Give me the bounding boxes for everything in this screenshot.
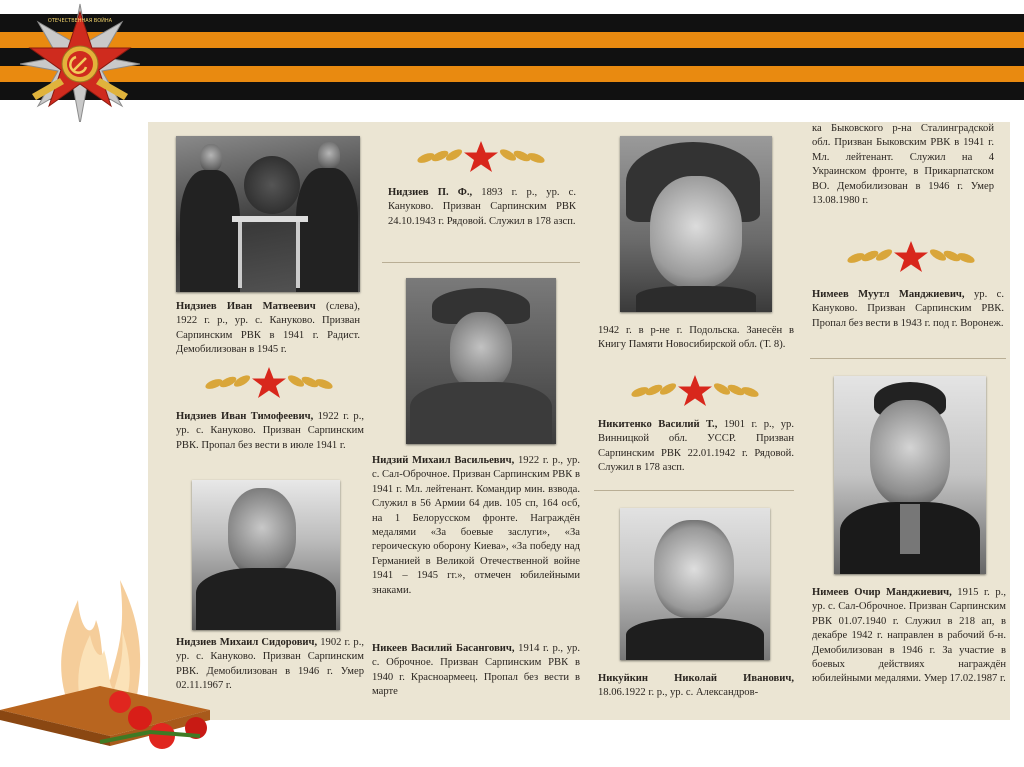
entry-nidziev-p-f: Нидзиев П. Ф., 1893 г. р., ур. с. Кануково. Призван Сарпинским РВК 24.10.1943 г. Рядовой. Служил в 178 азсп.	[388, 187, 576, 227]
star-laurel-divider-icon	[836, 240, 986, 274]
column-divider	[594, 490, 794, 491]
entry-nidziev-mikhail-sidorovich: Нидзиев Михаил Сидорович, 1902 г. р., ур. с. Кануково. Призван Сарпинским РВК. Демобилизован в 1946 г. Умер 02.11.1967 г.	[176, 637, 364, 692]
photo-nidziy-mikhail-vasilievich	[406, 278, 556, 444]
entry-nidziev-ivan-matveevich: Нидзиев Иван Матвеевич (слева), 1922 г. р., ур. с. Кануково. Призван Сарпинским РВК в 1941 г. Радист. Демобилизован в 1945 г.	[176, 301, 360, 356]
entry-nidziev-ivan-timofeevich: Нидзиев Иван Тимофеевич, 1922 г. р., ур. с. Кануково. Призван Сарпинским РВК. Пропал без вести в июле 1941 г.	[176, 411, 364, 451]
photo-nikuykin-nikolay-ivanovich	[620, 508, 770, 660]
svg-text:ОТЕЧЕСТВЕННАЯ ВОЙНА: ОТЕЧЕСТВЕННАЯ ВОЙНА	[47, 18, 113, 24]
star-laurel-divider-icon	[194, 366, 344, 400]
memorial-page	[148, 122, 1010, 720]
entry-nimeev-ochir-mandzhievich: Нимеев Очир Манджиевич, 1915 г. р., ур. с. Сал-Оброчное. Призван Сарпинским РВК 01.07.1940 г. Служил в 218 ап, в декабре 1942 г. направлен в рабочий б-н. Демобилизован в 1946 г. За участие в боевых действиях награждён юбилейными медалями. Умер 17.02.1987 г.	[812, 587, 1006, 685]
entry-nikuykin-continued: ка Быковского р-на Сталинградской обл. Призван Быковским РВК в 1941 г. Мл. лейтенант. Служил на 4 Украинском фронте, в Прикарпатском ВО. Демобилизован в 1946 г. Умер 13.08.1980 г.	[812, 123, 994, 207]
photo-nidziev-ivan-matveevich	[176, 136, 360, 292]
entry-nikeev-vasiliy-basangovich: Никеев Василий Басангович, 1914 г. р., ур. с. Оброчное. Призван Сарпинским РВК в 1940 г. Красноармеец. Пропал без вести в марте	[372, 643, 580, 698]
entry-nikeev-continued: 1942 г. в р-не г. Подольска. Занесён в Книгу Памяти Новосибирской обл. (Т. 8).	[598, 325, 794, 351]
entry-nikuykin-nikolay-ivanovich: Никуйкин Николай Иванович, 18.06.1922 г. р., ур. с. Александров-	[598, 673, 794, 699]
entry-nidziy-mikhail-vasilievich: Нидзий Михаил Васильевич, 1922 г. р., ур. с. Сал-Оброчное. Призван Сарпинским РВК в 1941 г. Мл. лейтенант. Командир мин. взвода. Служил в 56 Армии 64 див. 105 сп, 164 осб, на 1 Белорусском фронте. Награждён медалями «За боевые заслуги», «За героическую оборону Киева», «За победу над Германией в Великой Отечественной войне 1941 – 1945 гг.», отмечен юбилейными знаками.	[372, 455, 580, 596]
order-of-patriotic-war-icon	[20, 2, 140, 122]
entry-nikitenko-vasiliy-t: Никитенко Василий Т., 1901 г. р., ур. Винницкой обл. УССР. Призван Сарпинским РВК 22.01.1942 г. Рядовой. Служил в 178 азсп.	[598, 419, 794, 474]
eternal-flame-icon	[0, 560, 230, 767]
st-george-ribbon	[0, 14, 1024, 100]
entry-nimeev-muutl-mandzhievich: Нимеев Муутл Манджиевич, ур. с. Кануково. Призван Сарпинским РВК. Пропал без вести в 1943 г. под г. Воронеж.	[812, 289, 1004, 329]
star-laurel-divider-icon	[620, 374, 770, 408]
column-divider	[810, 358, 1006, 359]
star-laurel-divider-icon	[406, 140, 556, 174]
photo-nimeev-ochir-mandzhievich	[834, 376, 986, 574]
column-divider	[382, 262, 580, 263]
photo-nikeev-vasiliy-basangovich	[620, 136, 772, 312]
